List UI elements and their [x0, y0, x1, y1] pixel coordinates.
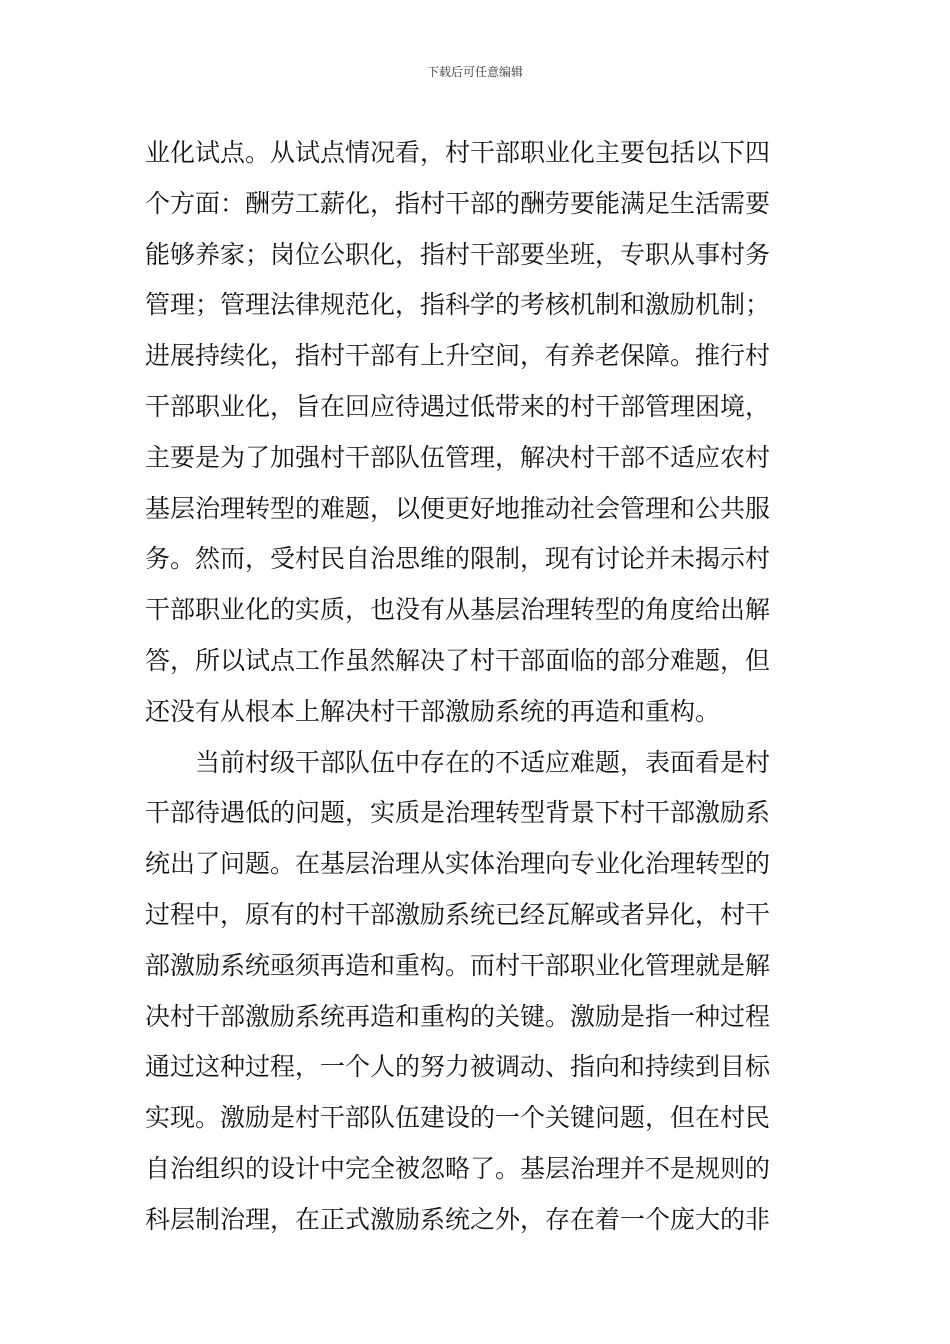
text-line: 干部职业化，旨在回应待遇过低带来的村干部管理困境，	[145, 391, 771, 421]
text-line: 能够养家；岗位公职化，指村干部要坐班，专职从事村务	[145, 239, 771, 269]
text-line: 过程中，原有的村干部激励系统已经瓦解或者异化，村干	[145, 899, 771, 929]
text-line: 统出了问题。在基层治理从实体治理向专业化治理转型的	[145, 849, 771, 879]
text-line: 答，所以试点工作虽然解决了村干部面临的部分难题，但	[145, 645, 771, 675]
text-line: 管理；管理法律规范化，指科学的考核机制和激励机制；	[145, 290, 771, 320]
text-line: 业化试点。从试点情况看，村干部职业化主要包括以下四	[145, 138, 771, 167]
document-body	[145, 128, 810, 1246]
paragraph-2	[145, 738, 810, 1246]
text-line: 务。然而，受村民自治思维的限制，现有讨论并未揭示村	[145, 544, 771, 574]
text-line: 科层制治理，在正式激励系统之外，存在着一个庞大的非	[145, 1204, 771, 1234]
text-line: 个方面：酬劳工薪化，指村干部的酬劳要能满足生活需要	[145, 188, 771, 218]
text-line: 决村干部激励系统再造和重构的关键。激励是指一种过程	[145, 1001, 771, 1031]
text-line: 进展持续化，指村干部有上升空间，有养老保障。推行村	[145, 341, 771, 371]
text-line: 干部待遇低的问题，实质是治理转型背景下村干部激励系	[145, 798, 771, 828]
paragraph-1	[145, 128, 810, 738]
text-line: 基层治理转型的难题，以便更好地推动社会管理和公共服	[145, 493, 771, 523]
text-line: 干部职业化的实质，也没有从基层治理转型的角度给出解	[145, 595, 771, 625]
text-line: 还没有从根本上解决村干部激励系统的再造和重构。	[145, 696, 721, 726]
text-line: 实现。激励是村干部队伍建设的一个关键问题，但在村民	[145, 1103, 771, 1133]
text-line: 主要是为了加强村干部队伍管理，解决村干部不适应农村	[145, 442, 771, 472]
text-line: 通过这种过程，一个人的努力被调动、指向和持续到目标	[145, 1052, 771, 1082]
text-line: 自治组织的设计中完全被忽略了。基层治理并不是规则的	[145, 1153, 771, 1183]
text-line: 部激励系统亟须再造和重构。而村干部职业化管理就是解	[145, 950, 771, 980]
page-header: 下载后可任意编辑	[426, 65, 523, 79]
text-line-indented: 当前村级干部队伍中存在的不适应难题，表面看是村	[195, 747, 771, 777]
